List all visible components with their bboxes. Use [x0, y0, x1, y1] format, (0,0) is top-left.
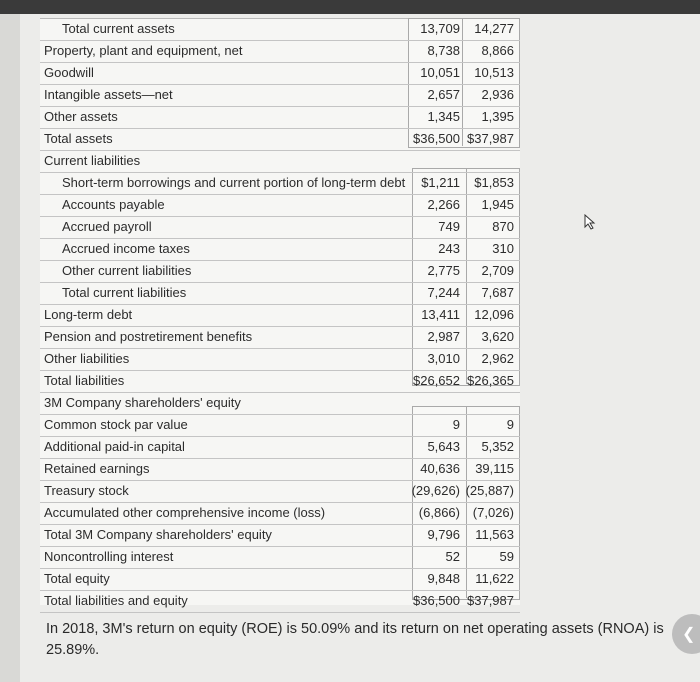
- value-2018: 5,643: [427, 439, 460, 454]
- row-label: Long-term debt: [44, 307, 133, 322]
- row-label: Short-term borrowings and current portion of long-term debt: [62, 175, 406, 190]
- value-2017: 1,395: [481, 109, 514, 124]
- value-2017: 12,096: [474, 307, 514, 322]
- value-2018: 2,775: [427, 263, 460, 278]
- table-row: [40, 150, 520, 173]
- row-label: Total equity: [44, 571, 110, 586]
- table-row: [40, 590, 520, 613]
- value-2018: 7,244: [427, 285, 460, 300]
- row-label: Accrued income taxes: [62, 241, 190, 256]
- value-2017: 9: [506, 417, 514, 432]
- row-label: Goodwill: [44, 65, 94, 80]
- table-row: [40, 106, 520, 129]
- table-row: [40, 40, 520, 63]
- row-label: Other current liabilities: [62, 263, 192, 278]
- table-row: [40, 436, 520, 459]
- value-2017: 39,115: [475, 461, 514, 476]
- value-2017: 11,622: [475, 571, 514, 586]
- value-2018: 10,051: [420, 65, 460, 80]
- table-row: [40, 458, 520, 481]
- value-2018: $36,500: [413, 131, 460, 146]
- mouse-cursor-icon: [584, 214, 598, 230]
- value-2018: 3,010: [427, 351, 460, 366]
- value-2018: $1,211: [421, 175, 460, 190]
- value-2018: 749: [438, 219, 460, 234]
- value-2017: 14,277: [474, 21, 514, 36]
- value-2017: 11,563: [475, 527, 514, 542]
- chevron-left-icon: ❮: [682, 626, 696, 643]
- table-row: [40, 282, 520, 305]
- row-label: Accrued payroll: [62, 219, 152, 234]
- value-2017: 10,513: [474, 65, 514, 80]
- value-2018: 13,709: [420, 21, 460, 36]
- value-2017: 2,709: [481, 263, 514, 278]
- table-row: [40, 172, 520, 195]
- row-label: Accounts payable: [62, 197, 165, 212]
- value-2018: 2,657: [427, 87, 460, 102]
- value-2017: 3,620: [481, 329, 514, 344]
- table-row: [40, 128, 520, 151]
- table-row: [40, 370, 520, 393]
- value-2017: 870: [492, 219, 514, 234]
- row-label: Current liabilities: [44, 153, 141, 168]
- row-label: 3M Company shareholders' equity: [44, 395, 241, 410]
- top-bar: [0, 0, 700, 14]
- value-2017: 59: [499, 549, 514, 564]
- row-label: Additional paid-in capital: [44, 439, 185, 454]
- row-label: Property, plant and equipment, net: [44, 43, 243, 58]
- value-2017: (25,887): [465, 483, 514, 498]
- value-2017: (7,026): [472, 505, 514, 520]
- row-label: Noncontrolling interest: [44, 549, 174, 564]
- value-2018: 52: [445, 549, 460, 564]
- table-row: [40, 194, 520, 217]
- value-2017: $37,987: [467, 131, 514, 146]
- value-2018: 1,345: [427, 109, 460, 124]
- table-row: [40, 216, 520, 239]
- value-2017: 7,687: [481, 285, 514, 300]
- value-2018: 8,738: [427, 43, 460, 58]
- table-row: [40, 238, 520, 261]
- table-row: [40, 62, 520, 85]
- row-label: Total current liabilities: [62, 285, 187, 300]
- row-label: Pension and postretirement benefits: [44, 329, 253, 344]
- table-row: [40, 392, 520, 415]
- row-label: Total 3M Company shareholders' equity: [44, 527, 272, 542]
- row-label: Total assets: [44, 131, 113, 146]
- table-row: [40, 260, 520, 283]
- table-row: [40, 414, 520, 437]
- row-label: Total current assets: [62, 21, 175, 36]
- value-2018: 9,796: [427, 527, 460, 542]
- row-label: Other assets: [44, 109, 118, 124]
- value-2018: 2,266: [427, 197, 460, 212]
- table-row: [40, 480, 520, 503]
- table-row: [40, 348, 520, 371]
- table-row: [40, 546, 520, 569]
- table-row: [40, 568, 520, 591]
- value-2018: $36,500: [413, 593, 460, 608]
- value-2018: (29,626): [411, 483, 460, 498]
- row-label: Treasury stock: [44, 483, 129, 498]
- value-2018: 13,411: [421, 307, 460, 322]
- value-2017: 310: [492, 241, 514, 256]
- row-label: Total liabilities: [44, 373, 125, 388]
- table-row: [40, 502, 520, 525]
- value-2018: (6,866): [418, 505, 460, 520]
- value-2018: $26,652: [413, 373, 460, 388]
- table-row: [40, 304, 520, 327]
- row-label: Other liabilities: [44, 351, 130, 366]
- value-2018: 9,848: [427, 571, 460, 586]
- row-label: Retained earnings: [44, 461, 150, 476]
- value-2017: 1,945: [481, 197, 514, 212]
- value-2017: 2,962: [481, 351, 514, 366]
- row-label: Accumulated other comprehensive income (loss): [44, 505, 326, 520]
- row-label: Total liabilities and equity: [44, 593, 188, 608]
- value-2017: 2,936: [481, 87, 514, 102]
- value-2018: 9: [452, 417, 460, 432]
- value-2017: $26,365: [467, 373, 514, 388]
- value-2017: 5,352: [481, 439, 514, 454]
- row-label: Intangible assets—net: [44, 87, 173, 102]
- value-2018: 243: [438, 241, 460, 256]
- value-2018: 2,987: [427, 329, 460, 344]
- value-2017: $1,853: [474, 175, 514, 190]
- value-2017: 8,866: [481, 43, 514, 58]
- table-row: [40, 326, 520, 349]
- question-text: In 2018, 3M's return on equity (ROE) is 50.09% and its return on net operating assets (RNOA) is 25.89%.: [46, 620, 664, 658]
- table-row: [40, 18, 520, 41]
- value-2017: $37,987: [467, 593, 514, 608]
- row-label: Common stock par value: [44, 417, 188, 432]
- table-row: [40, 524, 520, 547]
- value-2018: 40,636: [420, 461, 460, 476]
- table-row: [40, 84, 520, 107]
